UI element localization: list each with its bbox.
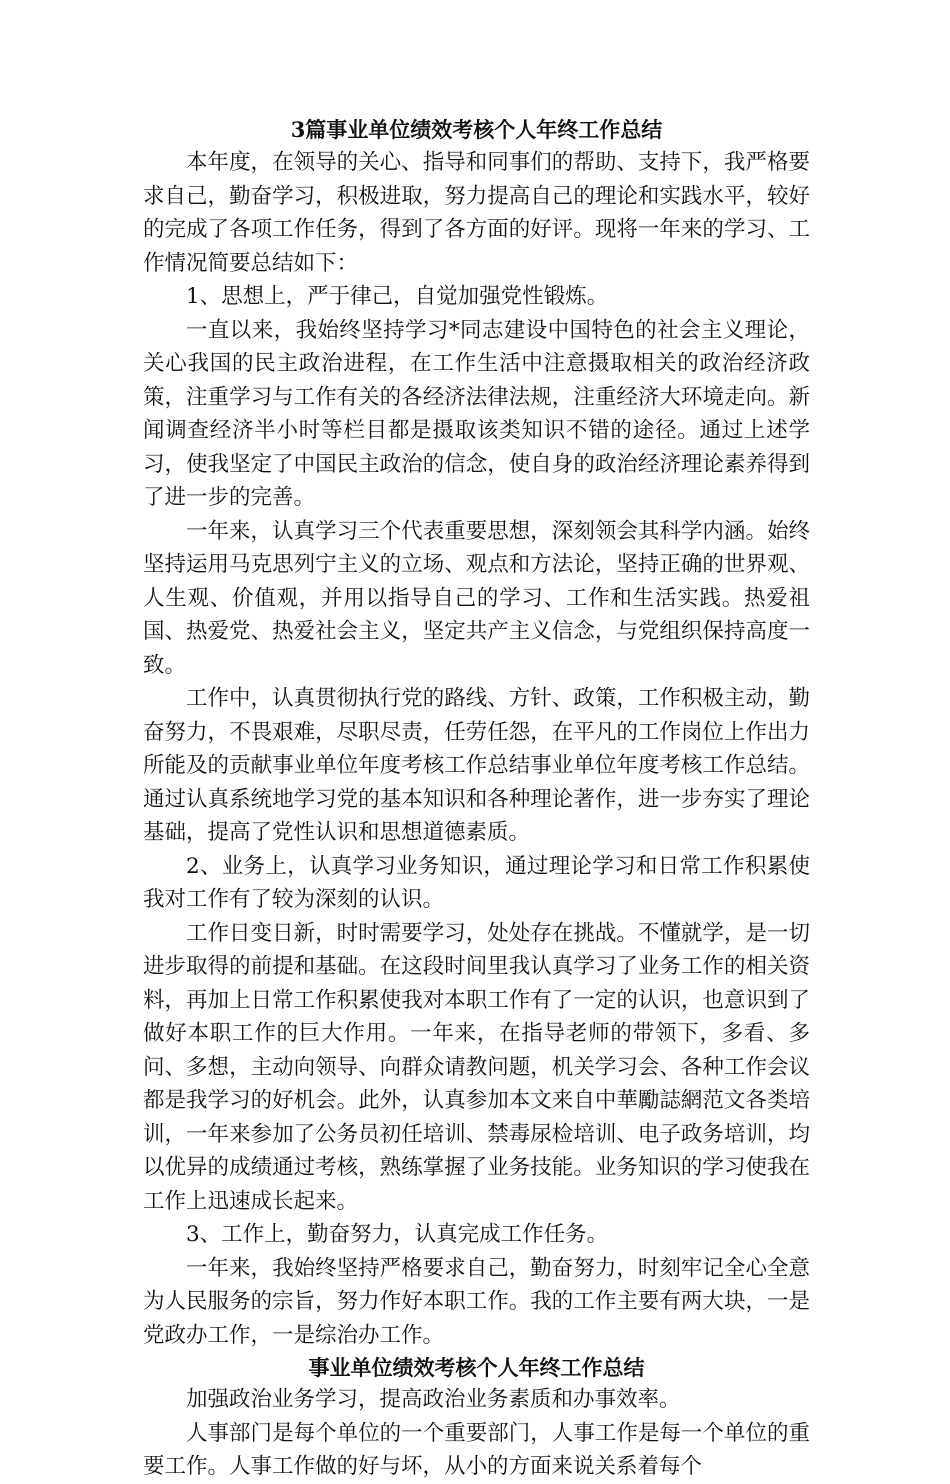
document-page [143, 113, 810, 1484]
paragraph-heading-1: 1、思想上，严于律己，自觉加强党性锻炼。 [186, 284, 609, 309]
paragraph-duties: 一年来，我始终坚持严格要求自己，勤奋努力，时刻牢记全心全意为人民服务的宗旨，努力作好本职工作。我的工作主要有两大块，一是党政办工作，一是综治办工作。 [143, 1255, 810, 1348]
paragraph-theory: 一年来，认真学习三个代表重要思想，深刻领会其科学内涵。始终坚持运用马克思列宁主义的立场、观点和方法论，坚持正确的世界观、人生观、价值观，并用以指导自己的学习、工作和生活实践。热爱祖国、热爱党、热爱社会主义，坚定共产主义信念，与党组织保持高度一致。 [143, 518, 810, 678]
paragraph-business: 工作日变日新，时时需要学习，处处存在挑战。不懂就学，是一切进步取得的前提和基础。在这段时间里我认真学习了业务工作的相关资料，再加上日常工作积累使我对本职工作有了一定的认识，也意识到了做好本职工作的巨大作用。一年来，在指导老师的带领下，多看、多问、多想，主动向领导、向群众请教问题，机关学习会、各种工作会议都是我学习的好机会。此外，认真参加本文来自中華勵誌網范文各类培训，一年来参加了公务员初任培训、禁毒尿检培训、电子政务培训，均以优异的成绩通过考核，熟练掌握了业务技能。业务知识的学习使我在工作上迅速成长起来。 [143, 920, 810, 1214]
document-title: 3篇事业单位绩效考核个人年终工作总结 [290, 117, 663, 142]
paragraph-heading-3: 3、工作上，勤奋努力，认真完成工作任务。 [186, 1222, 609, 1247]
paragraph-politics: 加强政治业务学习，提高政治业务素质和办事效率。 [186, 1387, 681, 1412]
paragraph-intro: 本年度，在领导的关心、指导和同事们的帮助、支持下，我严格要求自己，勤奋学习，积极进取，努力提高自己的理论和实践水平，较好的完成了各项工作任务，得到了各方面的好评。现将一年来的学习、工作情况简要总结如下： [143, 150, 810, 276]
paragraph-personnel: 人事部门是每个单位的一个重要部门，人事工作是每一个单位的重要工作。人事工作做的好与坏，从小的方面来说关系着每个 [143, 1420, 810, 1479]
paragraph-work: 工作中，认真贯彻执行党的路线、方针、政策，工作积极主动，勤奋努力，不畏艰难，尽职尽责，任劳任怨，在平凡的工作岗位上作出力所能及的贡献事业单位年度考核工作总结事业单位年度考核工作总结。通过认真系统地学习党的基本知识和各种理论著作，进一步夯实了理论基础，提高了党性认识和思想道德素质。 [143, 686, 810, 845]
section-subtitle: 事业单位绩效考核个人年终工作总结 [308, 1355, 645, 1380]
paragraph-heading-2: 2、业务上，认真学习业务知识，通过理论学习和日常工作积累使我对工作有了较为深刻的认识。 [143, 853, 810, 912]
paragraph-study: 一直以来，我始终坚持学习*同志建设中国特色的社会主义理论，关心我国的民主政治进程，在工作生活中注意摄取相关的政治经济政策，注重学习与工作有关的各经济法律法规，注重经济大环境走向。新闻调查经济半小时等栏目都是摄取该类知识不错的途径。通过上述学习，使我坚定了中国民主政治的信念，使自身的政治经济理论素养得到了进一步的完善。 [143, 317, 810, 510]
